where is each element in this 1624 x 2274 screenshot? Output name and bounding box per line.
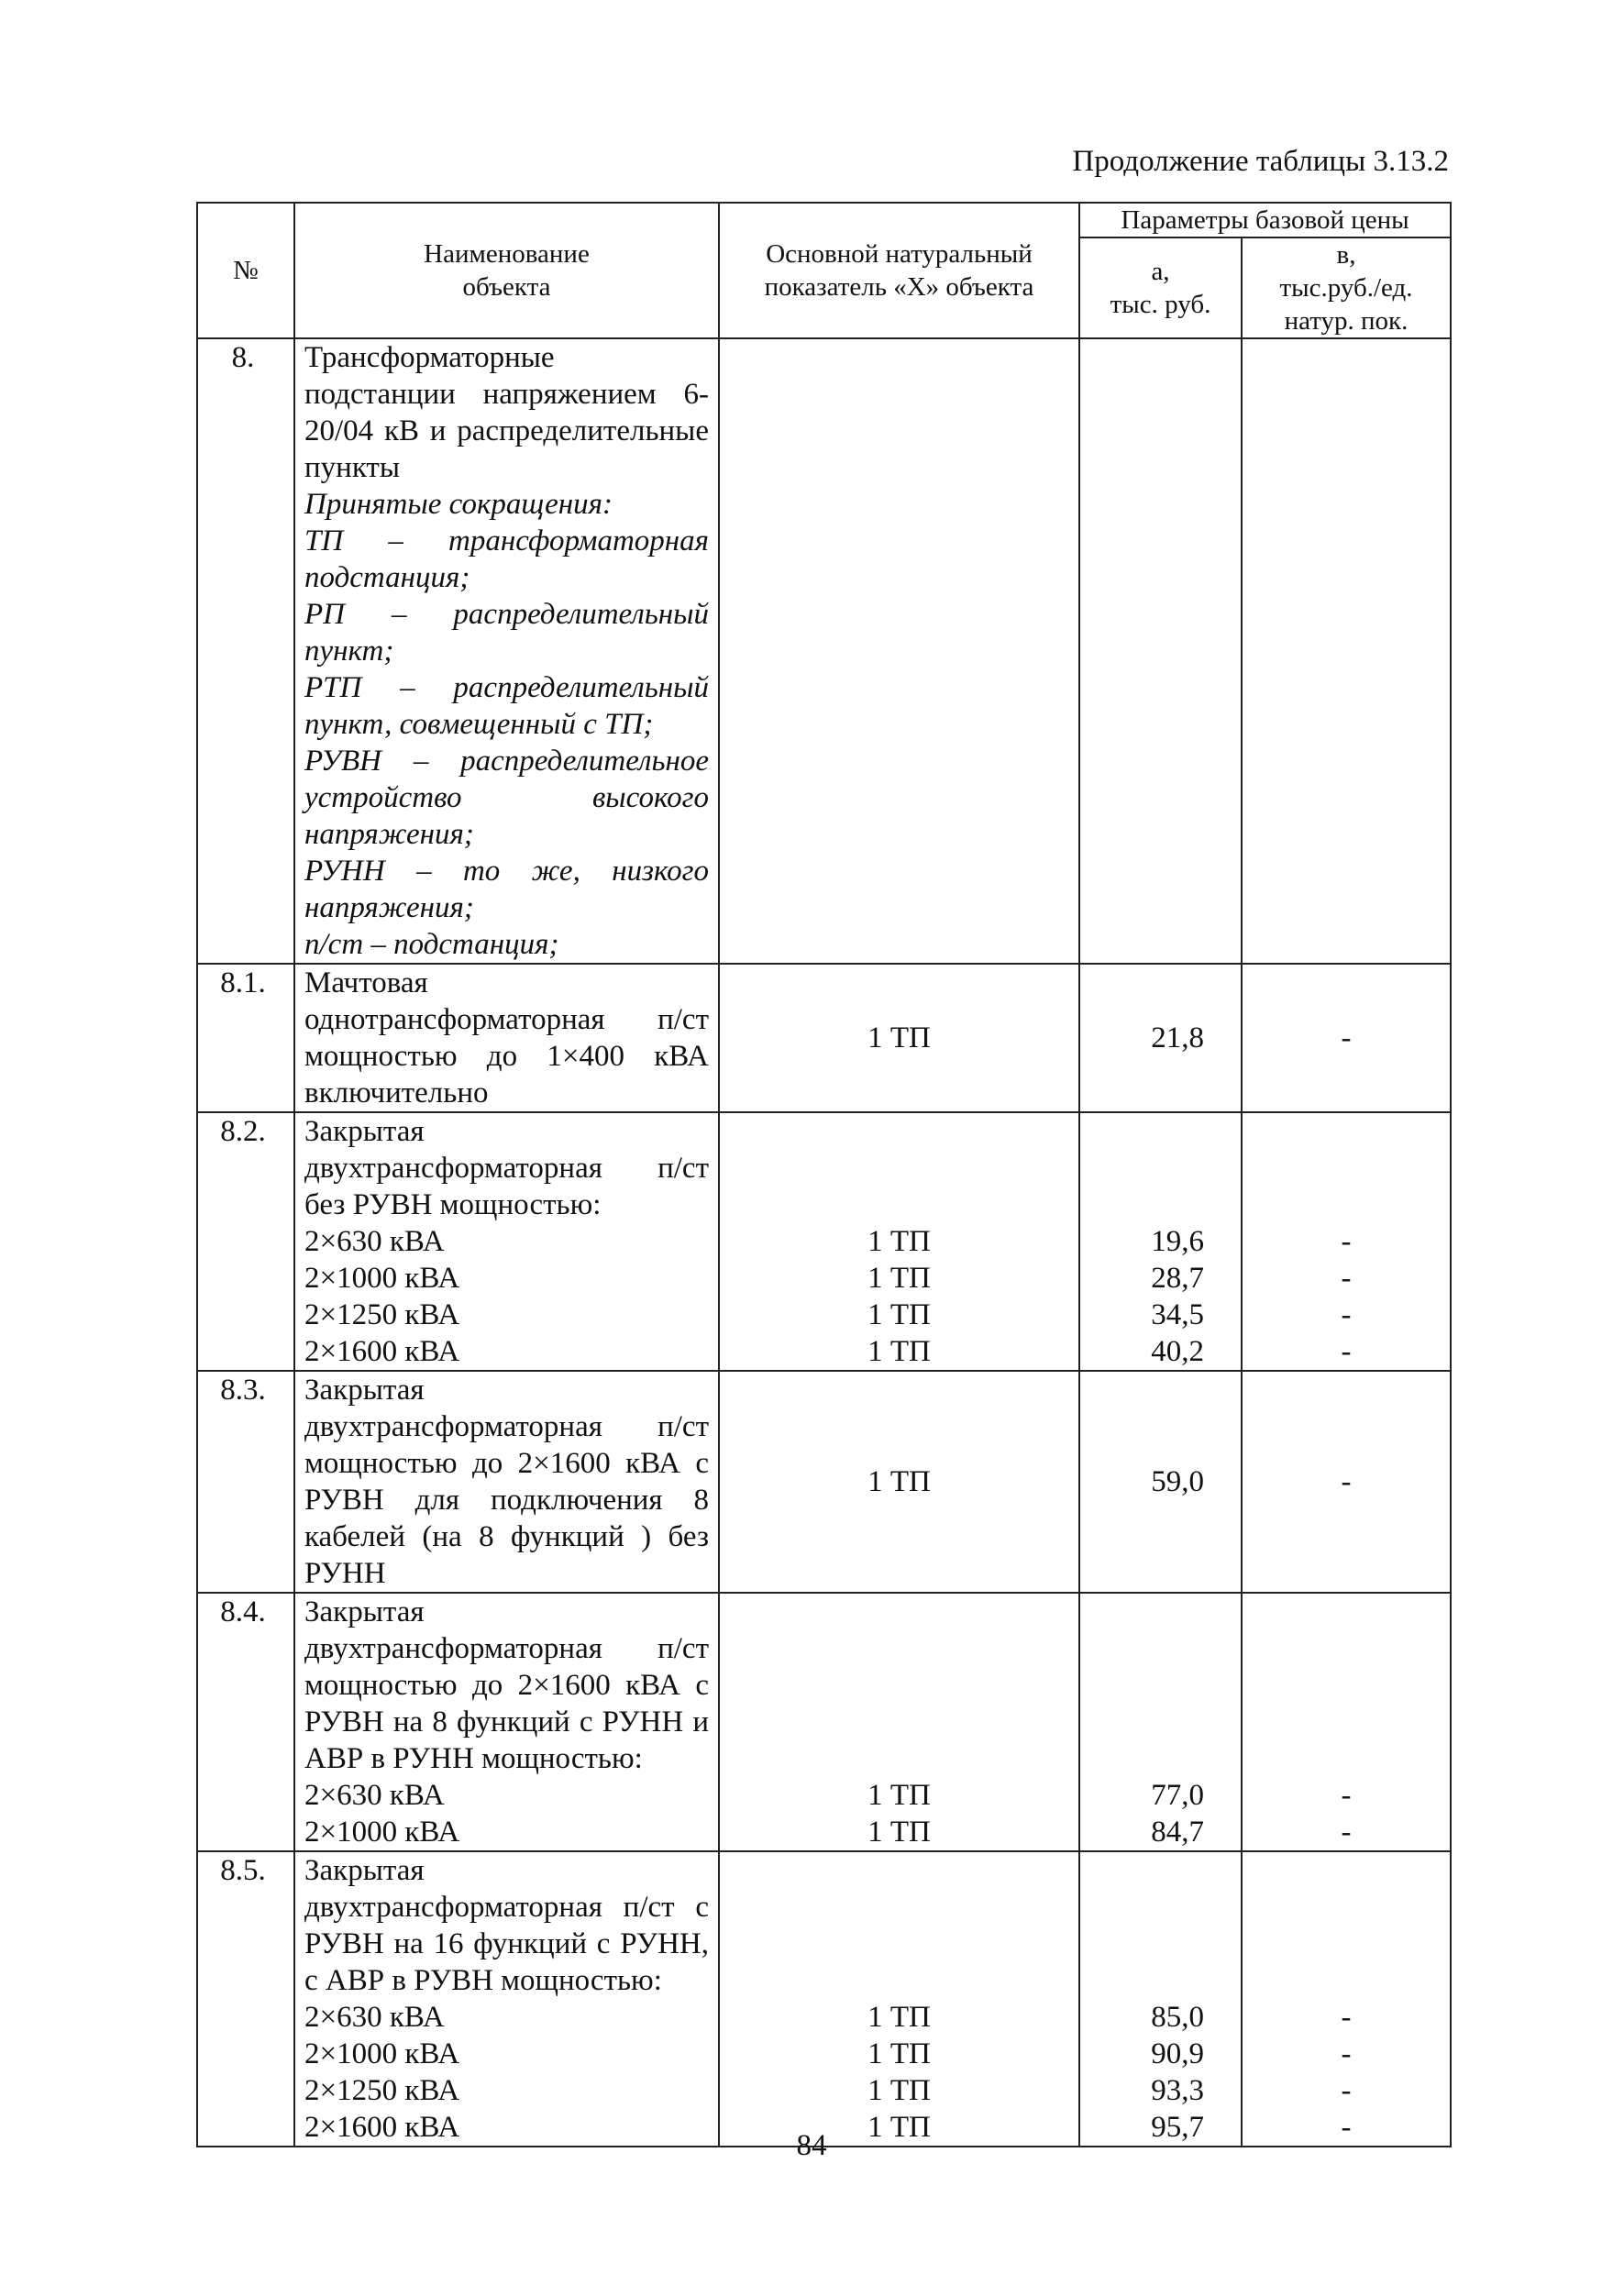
header-b-line1: в, (1336, 240, 1356, 270)
row-indicator (719, 964, 1079, 1112)
item-b: - (1341, 1779, 1352, 1812)
item-label: 2×1600 кВА (304, 2111, 460, 2144)
table-row (197, 1371, 1451, 1593)
item-b: - (1341, 1225, 1352, 1258)
item-indicator: 1 ТП (867, 1816, 931, 1849)
row-b (1242, 964, 1451, 1112)
header-b-line2: тыс.руб./ед. (1279, 273, 1413, 303)
item-b: - (1341, 1465, 1352, 1498)
item-label: 2×1250 кВА (304, 2074, 460, 2107)
header-name-line2: объекта (462, 272, 551, 302)
item-b: - (1341, 1335, 1352, 1368)
section-row (197, 338, 1451, 964)
row-num: 8.3. (197, 1371, 294, 1593)
row-title: Закрытая двухтрансформаторная п/ст с РУВН на 16 функций с РУНН, с АВР в РУВН мощностью: (304, 1854, 709, 1997)
header-indicator-line1: Основной натуральный (766, 239, 1033, 269)
item-indicator: 1 ТП (867, 1335, 931, 1368)
row-a (1079, 1371, 1242, 1593)
item-a: 40,2 (1151, 1335, 1204, 1368)
section-num: 8. (197, 338, 294, 964)
item-label: 2×630 кВА (304, 1779, 445, 1812)
item-a: 19,6 (1151, 1225, 1204, 1258)
item-indicator: 1 ТП (867, 1262, 931, 1295)
item-a: 59,0 (1151, 1465, 1204, 1498)
row-a (1079, 1593, 1242, 1851)
row-description (294, 1371, 719, 1593)
row-indicator (719, 1851, 1079, 2147)
item-label: 2×1000 кВА (304, 1262, 460, 1295)
row-a (1079, 964, 1242, 1112)
item-a: 28,7 (1151, 1262, 1204, 1295)
price-table (196, 202, 1452, 2147)
item-a: 90,9 (1151, 2037, 1204, 2070)
row-b (1242, 1851, 1451, 2147)
row-title: Закрытая двухтрансформаторная п/ст без РУВН мощностью: (304, 1115, 709, 1221)
section-a-cell (1079, 338, 1242, 964)
item-label: 2×630 кВА (304, 1225, 445, 1258)
item-indicator: 1 ТП (867, 1225, 931, 1258)
header-a-line2: тыс. руб. (1110, 290, 1211, 319)
row-title: Закрытая двухтрансформаторная п/ст мощностью до 2×1600 кВА с РУВН для подключения 8 кабелей (на 8 функций ) без РУНН (304, 1374, 709, 1590)
item-indicator: 1 ТП (867, 2001, 931, 2034)
header-row (197, 203, 1451, 237)
header-a (1079, 237, 1242, 338)
item-a: 77,0 (1151, 1779, 1204, 1812)
item-a: 84,7 (1151, 1816, 1204, 1849)
row-num: 8.2. (197, 1112, 294, 1371)
item-b: - (1341, 2001, 1352, 2034)
table-row (197, 1593, 1451, 1851)
item-indicator: 1 ТП (867, 1779, 931, 1812)
row-num: 8.1. (197, 964, 294, 1112)
header-b (1242, 237, 1451, 338)
table-row (197, 1851, 1451, 2147)
row-num: 8.4. (197, 1593, 294, 1851)
header-b-line3: натур. пок. (1284, 306, 1409, 336)
row-a (1079, 1112, 1242, 1371)
item-indicator: 1 ТП (867, 2074, 931, 2107)
row-b (1242, 1593, 1451, 1851)
row-description (294, 1112, 719, 1371)
item-a: 85,0 (1151, 2001, 1204, 2034)
section-description (294, 338, 719, 964)
section-title: Трансформаторные подстанции напряжением 6-20/04 кВ и распределительные пункты (304, 341, 709, 484)
item-indicator: 1 ТП (867, 1298, 931, 1331)
row-indicator (719, 1371, 1079, 1593)
row-title: Закрытая двухтрансформаторная п/ст мощностью до 2×1600 кВА с РУВН на 8 функций с РУНН и АВР в РУНН мощностью: (304, 1595, 709, 1775)
header-a-line1: а, (1151, 257, 1170, 286)
item-b: - (1341, 1816, 1352, 1849)
item-label: 2×1000 кВА (304, 1816, 460, 1849)
item-a: 95,7 (1151, 2111, 1204, 2144)
abbr-tp: ТП – трансформаторная подстанция; (304, 524, 709, 594)
row-title: Мачтовая однотрансформаторная п/ст мощностью до 1×400 кВА включительно (304, 966, 709, 1109)
item-b: - (1341, 1262, 1352, 1295)
header-name (294, 203, 719, 338)
item-a: 34,5 (1151, 1298, 1204, 1331)
header-group: Параметры базовой цены (1079, 203, 1451, 237)
table-caption: Продолжение таблицы 3.13.2 (1072, 145, 1449, 178)
header-indicator-line2: показатель «Х» объекта (764, 272, 1034, 302)
item-indicator: 1 ТП (867, 1021, 931, 1054)
row-b (1242, 1371, 1451, 1593)
item-label: 2×1250 кВА (304, 1298, 460, 1331)
abbr-rp: РП – распределительный пункт; (304, 598, 709, 668)
item-label: 2×630 кВА (304, 2001, 445, 2034)
item-b: - (1341, 2037, 1352, 2070)
abbr-heading: Принятые сокращения: (304, 488, 613, 521)
abbr-ruvn: РУВН – распределительное устройство высокого напряжения; (304, 745, 709, 851)
row-description (294, 1851, 719, 2147)
item-b: - (1341, 2111, 1352, 2144)
abbr-runn: РУНН – то же, низкого напряжения; (304, 855, 709, 924)
item-a: 21,8 (1151, 1021, 1204, 1054)
abbr-pst: п/ст – подстанция; (304, 928, 559, 961)
item-b: - (1341, 2074, 1352, 2107)
abbr-rtp: РТП – распределительный пункт, совмещенный с ТП; (304, 671, 709, 741)
item-indicator: 1 ТП (867, 2111, 931, 2144)
item-indicator: 1 ТП (867, 1465, 931, 1498)
item-a: 93,3 (1151, 2074, 1204, 2107)
item-b: - (1341, 1021, 1352, 1054)
row-a (1079, 1851, 1242, 2147)
row-b (1242, 1112, 1451, 1371)
item-indicator: 1 ТП (867, 2037, 931, 2070)
page-number: 84 (796, 2129, 827, 2162)
header-num: № (197, 203, 294, 338)
row-description (294, 1593, 719, 1851)
item-label: 2×1000 кВА (304, 2037, 460, 2070)
table-row (197, 1112, 1451, 1371)
header-indicator (719, 203, 1079, 338)
section-indicator-cell (719, 338, 1079, 964)
row-indicator (719, 1593, 1079, 1851)
row-description (294, 964, 719, 1112)
item-b: - (1341, 1298, 1352, 1331)
row-indicator (719, 1112, 1079, 1371)
table-row (197, 964, 1451, 1112)
section-b-cell (1242, 338, 1451, 964)
header-name-line1: Наименование (424, 239, 590, 269)
row-num: 8.5. (197, 1851, 294, 2147)
item-label: 2×1600 кВА (304, 1335, 460, 1368)
